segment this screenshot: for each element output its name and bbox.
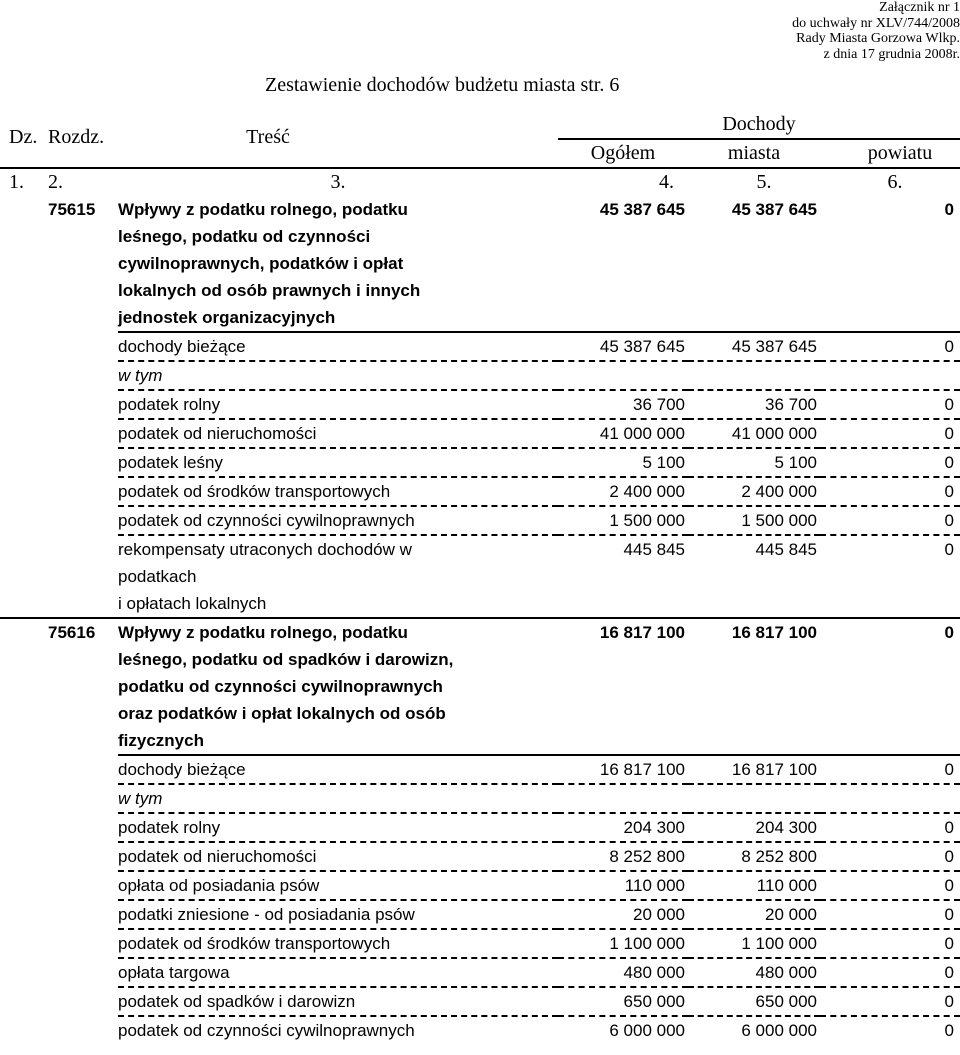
document-title: Zestawienie dochodów budżetu miasta str. 6: [265, 74, 620, 96]
header-miasta: miasta: [688, 139, 820, 168]
empty-rozdz: [48, 1016, 118, 1044]
section-title-line: cywilnoprawnych, podatków i opłat: [118, 254, 404, 273]
empty-rozdz: [48, 987, 118, 1016]
empty-rozdz: [48, 929, 118, 958]
empty-dz: [0, 419, 48, 448]
row-label: dochody bieżące: [118, 332, 558, 361]
empty: [820, 563, 960, 590]
annex-note: [792, 0, 960, 62]
empty: [558, 673, 688, 700]
header-num-6: 6.: [887, 171, 903, 193]
empty-rozdz: [48, 250, 118, 277]
row-label: podatek od nieruchomości: [118, 842, 558, 871]
amount-powiatu: 0: [820, 755, 960, 784]
row-label: opłata targowa: [118, 958, 558, 987]
section-heading-continuation: [0, 727, 960, 754]
empty-rozdz: [48, 506, 118, 535]
amount-miasta: 445 845: [688, 535, 820, 563]
amount-miasta: [688, 361, 820, 390]
empty: [820, 700, 960, 727]
empty-rozdz: [48, 727, 118, 754]
amount-miasta: 20 000: [688, 900, 820, 929]
empty-rozdz: [48, 332, 118, 361]
amount-miasta: 8 252 800: [688, 842, 820, 871]
amount-powiatu: 0: [820, 929, 960, 958]
section-title-line: leśnego, podatku od spadków i darowizn,: [118, 650, 454, 669]
section-total-miasta: 16 817 100: [731, 623, 817, 642]
amount-miasta: 6 000 000: [688, 1016, 820, 1044]
income-item-row: [0, 477, 960, 506]
empty-dz: [0, 361, 48, 390]
empty: [820, 646, 960, 673]
income-item-row: [0, 871, 960, 900]
empty: [820, 277, 960, 304]
empty-rozdz: [48, 361, 118, 390]
header-rozdz: Rozdz.: [48, 124, 118, 153]
section-heading-row: [0, 196, 960, 223]
row-label: podatek od czynności cywilnoprawnych: [118, 1016, 558, 1044]
amount-powiatu: 0: [820, 477, 960, 506]
w-tym-row: [0, 784, 960, 813]
amount-miasta: 2 400 000: [688, 477, 820, 506]
header-row-columns: [0, 139, 960, 168]
empty: [558, 277, 688, 304]
amount-powiatu: 0: [820, 332, 960, 361]
row-label: podatek od środków transportowych: [118, 477, 558, 506]
empty-dz: [0, 755, 48, 784]
empty: [820, 250, 960, 277]
empty-rozdz: [48, 755, 118, 784]
empty-dz: [0, 448, 48, 477]
row-label: podatek od spadków i darowizn: [118, 987, 558, 1016]
income-item-row: [0, 813, 960, 842]
empty-dz: [0, 700, 48, 727]
section-title-line: lokalnych od osób prawnych i innych: [118, 281, 421, 300]
empty-dz: [0, 871, 48, 900]
empty-rozdz: [48, 842, 118, 871]
empty: [688, 700, 820, 727]
header-tresc: Treść: [118, 124, 558, 153]
amount-ogolem: 1 500 000: [558, 506, 688, 535]
income-item-row: [0, 958, 960, 987]
empty: [688, 223, 820, 250]
amount-powiatu: [820, 784, 960, 813]
compensation-label-line: podatkach: [118, 567, 197, 586]
header-dochody: Dochody: [558, 111, 960, 139]
section-title-line: podatku od czynności cywilnoprawnych: [118, 677, 443, 696]
amount-powiatu: 0: [820, 813, 960, 842]
income-item-row: [0, 987, 960, 1016]
empty-rozdz: [48, 563, 118, 590]
amount-ogolem: 2 400 000: [558, 477, 688, 506]
section-heading-row: [0, 619, 960, 646]
amount-powiatu: 0: [820, 900, 960, 929]
empty-dz: [0, 929, 48, 958]
income-item-row: [0, 1016, 960, 1044]
empty: [688, 563, 820, 590]
income-item-row: [0, 900, 960, 929]
amount-miasta: 16 817 100: [688, 755, 820, 784]
empty-dz: [0, 842, 48, 871]
amount-miasta: 110 000: [688, 871, 820, 900]
section-total-ogolem: 16 817 100: [599, 623, 685, 642]
empty-dz: [0, 477, 48, 506]
annex-line: Rady Miasta Gorzowa Wlkp.: [796, 31, 960, 46]
empty-rozdz: [48, 871, 118, 900]
empty-dz: [0, 563, 48, 590]
amount-powiatu: 0: [820, 506, 960, 535]
empty: [688, 673, 820, 700]
row-label: podatek leśny: [118, 448, 558, 477]
empty: [820, 304, 960, 331]
income-item-row: [0, 419, 960, 448]
empty-dz: [0, 1016, 48, 1044]
amount-powiatu: 0: [820, 448, 960, 477]
empty: [688, 727, 820, 754]
section-title-line: fizycznych: [118, 731, 204, 750]
amount-ogolem: 6 000 000: [558, 1016, 688, 1044]
empty-rozdz: [48, 900, 118, 929]
empty-rozdz: [48, 535, 118, 563]
empty-rozdz: [48, 448, 118, 477]
section-total-powiatu: 0: [944, 200, 955, 219]
amount-miasta: 45 387 645: [688, 332, 820, 361]
section-rozdz: 75615: [48, 200, 96, 219]
section-heading-continuation: [0, 673, 960, 700]
row-label: podatek od czynności cywilnoprawnych: [118, 506, 558, 535]
empty-dz: [0, 590, 48, 618]
row-label: podatki zniesione - od posiadania psów: [118, 900, 558, 929]
empty-rozdz: [48, 784, 118, 813]
empty: [558, 590, 688, 618]
amount-ogolem: 204 300: [558, 813, 688, 842]
section-total-ogolem: 45 387 645: [599, 200, 685, 219]
section-heading-continuation: [0, 700, 960, 727]
empty-dz: [0, 673, 48, 700]
empty-rozdz: [48, 813, 118, 842]
empty-rozdz: [48, 277, 118, 304]
amount-ogolem: [558, 784, 688, 813]
empty-dz: [0, 535, 48, 563]
empty-rozdz: [48, 673, 118, 700]
income-item-row: [0, 448, 960, 477]
income-item-row: [0, 506, 960, 535]
empty-dz: [0, 304, 48, 331]
amount-ogolem: 45 387 645: [558, 332, 688, 361]
amount-ogolem: 1 100 000: [558, 929, 688, 958]
empty-dz: [0, 506, 48, 535]
empty-dz: [0, 784, 48, 813]
empty-rozdz: [48, 390, 118, 419]
amount-powiatu: 0: [820, 987, 960, 1016]
amount-miasta: 204 300: [688, 813, 820, 842]
empty-rozdz: [48, 700, 118, 727]
empty-rozdz: [48, 419, 118, 448]
empty-dz: [0, 390, 48, 419]
compensation-row: [0, 535, 960, 563]
empty: [688, 590, 820, 618]
amount-powiatu: 0: [820, 390, 960, 419]
amount-powiatu: 0: [820, 419, 960, 448]
empty-dz: [0, 900, 48, 929]
empty: [558, 223, 688, 250]
row-label: w tym: [118, 784, 558, 813]
compensation-label-line: i opłatach lokalnych: [118, 594, 267, 613]
empty: [688, 250, 820, 277]
empty: [558, 304, 688, 331]
empty: [688, 304, 820, 331]
amount-powiatu: 0: [820, 1016, 960, 1044]
empty-dz: [0, 958, 48, 987]
header-num-4: 4.: [659, 171, 674, 193]
empty: [558, 646, 688, 673]
row-label: podatek rolny: [118, 813, 558, 842]
empty-dz: [0, 250, 48, 277]
amount-ogolem: 20 000: [558, 900, 688, 929]
header-powiatu: powiatu: [820, 139, 960, 168]
empty: [558, 727, 688, 754]
empty: [558, 700, 688, 727]
current-income-row: [0, 332, 960, 361]
amount-miasta: 650 000: [688, 987, 820, 1016]
section-title-line: Wpływy z podatku rolnego, podatku: [118, 623, 408, 642]
section-total-miasta: 45 387 645: [731, 200, 817, 219]
amount-ogolem: 650 000: [558, 987, 688, 1016]
budget-table: [0, 111, 960, 1044]
annex-line: do uchwały nr XLV/744/2008: [792, 15, 960, 31]
empty-dz: [0, 196, 48, 223]
amount-ogolem: 110 000: [558, 871, 688, 900]
amount-miasta: 1 500 000: [688, 506, 820, 535]
income-item-row: [0, 929, 960, 958]
amount-ogolem: 445 845: [558, 535, 688, 563]
section-heading-continuation: [0, 223, 960, 250]
empty-rozdz: [48, 223, 118, 250]
row-label: podatek od nieruchomości: [118, 419, 558, 448]
empty-dz: [0, 646, 48, 673]
section-title-line: oraz podatków i opłat lokalnych od osób: [118, 704, 446, 723]
empty-dz: [0, 332, 48, 361]
compensation-continuation: [0, 563, 960, 590]
amount-ogolem: [558, 361, 688, 390]
empty-dz: [0, 813, 48, 842]
income-item-row: [0, 842, 960, 871]
empty: [820, 673, 960, 700]
empty-dz: [0, 277, 48, 304]
section-rozdz: 75616: [48, 623, 96, 642]
amount-ogolem: 5 100: [558, 448, 688, 477]
annex-line: Załącznik nr 1: [879, 0, 960, 15]
income-item-row: [0, 390, 960, 419]
amount-powiatu: 0: [820, 871, 960, 900]
row-label: podatek rolny: [118, 390, 558, 419]
compensation-label-line: rekompensaty utraconych dochodów w: [118, 535, 558, 563]
row-label: dochody bieżące: [118, 755, 558, 784]
header-ogolem: Ogółem: [558, 139, 688, 168]
row-label: podatek od środków transportowych: [118, 929, 558, 958]
empty: [688, 277, 820, 304]
section-title-line: jednostek organizacyjnych: [118, 308, 336, 327]
empty-rozdz: [48, 590, 118, 618]
section-heading-continuation: [0, 277, 960, 304]
compensation-continuation: [0, 590, 960, 618]
amount-miasta: 5 100: [688, 448, 820, 477]
empty: [558, 250, 688, 277]
amount-ogolem: 36 700: [558, 390, 688, 419]
current-income-row: [0, 755, 960, 784]
amount-ogolem: 8 252 800: [558, 842, 688, 871]
amount-ogolem: 16 817 100: [558, 755, 688, 784]
header-num-3: 3.: [330, 171, 346, 193]
section-heading-continuation: [0, 250, 960, 277]
amount-powiatu: [820, 361, 960, 390]
empty: [688, 646, 820, 673]
header-num-1: 1.: [9, 171, 24, 193]
empty: [820, 223, 960, 250]
empty-rozdz: [48, 646, 118, 673]
amount-miasta: 1 100 000: [688, 929, 820, 958]
w-tym-row: [0, 361, 960, 390]
amount-miasta: 480 000: [688, 958, 820, 987]
empty: [820, 590, 960, 618]
row-label: opłata od posiadania psów: [118, 871, 558, 900]
empty-rozdz: [48, 304, 118, 331]
empty-dz: [0, 223, 48, 250]
section-heading-continuation: [0, 304, 960, 331]
annex-line: z dnia 17 grudnia 2008r.: [823, 46, 960, 62]
section-title-line: leśnego, podatku od czynności: [118, 227, 371, 246]
header-dz: Dz.: [0, 124, 48, 153]
amount-miasta: 36 700: [688, 390, 820, 419]
empty-rozdz: [48, 958, 118, 987]
header-num-2: 2.: [48, 171, 63, 193]
amount-powiatu: 0: [820, 535, 960, 563]
empty-dz: [0, 619, 48, 646]
header-row-numbers: [0, 168, 960, 196]
section-heading-continuation: [0, 646, 960, 673]
section-title-line: Wpływy z podatku rolnego, podatku: [118, 200, 408, 219]
empty-rozdz: [48, 477, 118, 506]
header-num-5: 5.: [756, 171, 772, 193]
amount-powiatu: 0: [820, 958, 960, 987]
empty-dz: [0, 727, 48, 754]
amount-ogolem: 41 000 000: [558, 419, 688, 448]
section-total-powiatu: 0: [944, 623, 955, 642]
empty: [558, 563, 688, 590]
empty-dz: [0, 987, 48, 1016]
amount-miasta: [688, 784, 820, 813]
empty: [820, 727, 960, 754]
amount-miasta: 41 000 000: [688, 419, 820, 448]
row-label: w tym: [118, 361, 558, 390]
amount-ogolem: 480 000: [558, 958, 688, 987]
amount-powiatu: 0: [820, 842, 960, 871]
